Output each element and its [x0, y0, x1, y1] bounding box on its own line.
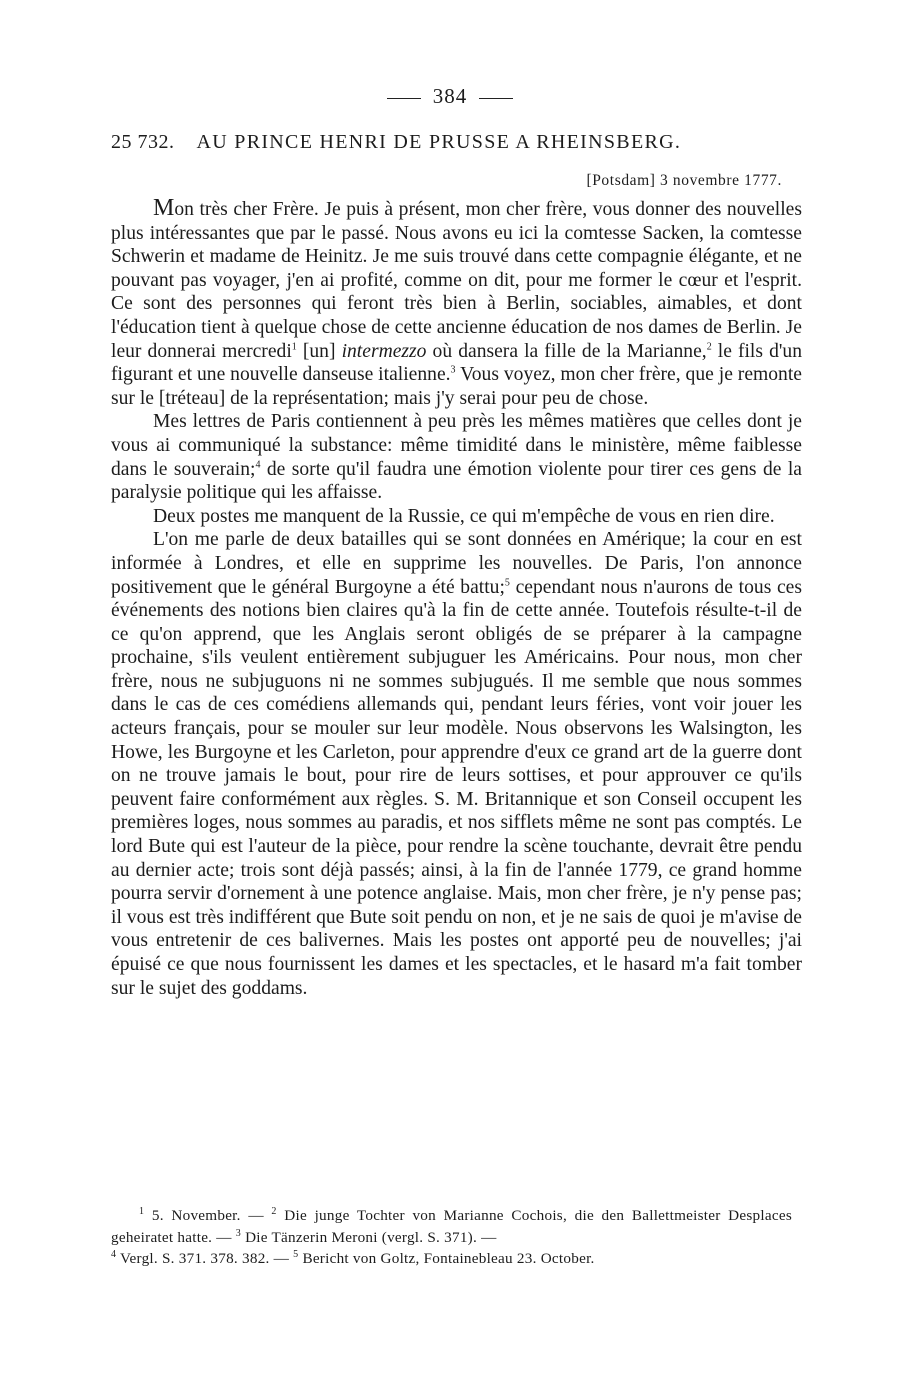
initial-capital: M: [153, 195, 175, 221]
paragraph-2-text-b: de sorte qu'il faudra une émotion violente pour tirer ces gens de la paralysie politique qui les affaisse.: [111, 458, 802, 504]
paragraph-3: Deux postes me manquent de la Russie, ce qui m'empêche de vous en rien dire.: [153, 505, 775, 527]
footnote-2: Die junge Tochter von Marianne Cochois, die den Ballettmeister Desplaces geheiratet hatte. —: [111, 1207, 792, 1246]
footnote-ref-1: 1: [291, 341, 297, 353]
paragraph-4-text-b: cependant nous n'aurons de tous ces événements des notions bien claires qu'à la fin de cette année. Toutefois résulte-t-il de ce qu'on apprend, que les Anglais seront obligés de se préparer à la campagne prochaine, s'ils veulent entièrement subjuguer les Américains. Pour nous, mon cher frère, nous ne subjuguons ni ne sommes subjugués. Il me semble que nous sommes dans le cas de ces comédiens allemands qui, pendant leurs féries, vont voir jouer les acteurs français, pour se mouler sur leur modèle. Nous observons les Walsington, les Howe, les Burgoyne et les Carleton, pour apprendre d'eux ce grand art de la guerre dont on ne trouve jamais le bout, pour rire de leurs sottises, et pour approuver ce qu'ils peuvent faire conformément aux règles. S. M. Britannique et son Conseil occupent les premières loges, nous sommes au paradis, et nos sifflets même ne sont pas comptés. Le lord Bute qui est l'auteur de la pièce, pour rendre la scène touchante, devrait être pendu au dernier acte; trois sont déjà passés; ainsi, à la fin de l'année 1779, ce grand homme pourra servir d'ornement à une potence anglaise. Mais, mon cher frère, je n'y pense pas; il vous est très indifférent que Bute soit pendu on non, et je ne sais de quoi je m'avise de vous entretenir de ces balivernes. Mais les postes ont apporté peu de nouvelles; j'ai épuisé ce que nous fournissent les dames et les spectacles, et le hasard m'a fait tomber sur le sujet des goddams.: [111, 576, 802, 999]
paragraph-1-text-d: le fils d'un figurant et une nouvelle danseuse italienne.: [111, 340, 802, 386]
footnote-5: Bericht von Goltz, Fontainebleau 23. October.: [298, 1250, 595, 1267]
footnote-4: Vergl. S. 371. 378. 382. —: [116, 1250, 294, 1267]
footnote-1: 5. November. —: [144, 1207, 272, 1224]
page-number: 384: [432, 84, 468, 108]
footnote-ref-2: 2: [706, 341, 712, 353]
footnote-3: Die Tänzerin Meroni (vergl. S. 371). —: [241, 1228, 497, 1246]
footnote-ref-3: 3: [450, 364, 456, 376]
letter-title: AU PRINCE HENRI DE PRUSSE A RHEINSBERG.: [196, 131, 682, 153]
letter-dateline: [Potsdam] 3 novembre 1777.: [586, 172, 782, 189]
paragraph-1-text-a: on très cher Frère. Je puis à présent, mon cher frère, vous donner des nouvelles plus intéressantes que par le passé. Nous avons eu ici la comtesse Sacken, la comtesse Schwerin et madame de Heinitz. Je me suis trouvé dans cette compagnie élégante, et ne pouvant pas voyager, j'en ai profité, comme on dit, pour me former le cœur et l'esprit. Ce sont des personnes qui feront très bien à Berlin, sociables, aimables, et dont l'éducation tient à quelque chose de cette ancienne éducation de nos dames de Berlin. Je leur donnerai mercredi: [111, 199, 802, 362]
footnote-ref-4: 4: [255, 459, 261, 470]
page-number-dash-right: [479, 98, 513, 99]
footnotes-text: [111, 1205, 792, 1270]
paragraph-1: [111, 197, 802, 410]
footnote-marker-2: 2: [271, 1205, 277, 1217]
footnote-marker-5: 5: [293, 1248, 299, 1260]
paragraph-1-italic: intermezzo: [341, 340, 427, 362]
paragraph-2-text-a: Mes lettres de Paris contiennent à peu près les mêmes matières que celles dont je vous ai communiqué la substance: même timidité dans le ministère, même faiblesse dans le souverain;: [111, 411, 802, 480]
paragraph-1-text-b: [un]: [296, 340, 342, 362]
paragraph-4: [111, 528, 802, 1000]
paragraph-2: [111, 410, 802, 504]
letter-number: 25 732.: [111, 131, 175, 153]
paragraph-1-text-e: Vous voyez, mon cher frère, que je remonte sur le [tréteau] de la représentation; mais j'y serai pour peu de chose.: [111, 364, 802, 409]
footnote-ref-5: 5: [504, 576, 510, 588]
footnote-marker-1: 1: [139, 1205, 145, 1217]
footnote-marker-3: 3: [235, 1227, 242, 1239]
letter-heading: [111, 131, 811, 154]
page-number-dash-left: [387, 98, 421, 99]
footnotes: [111, 1205, 792, 1270]
page-number-line: [0, 84, 900, 109]
paragraph-1-text-c: où dansera la fille de la Marianne,: [426, 340, 707, 362]
letter-body: [111, 197, 802, 1000]
footnote-marker-4: 4: [111, 1248, 117, 1260]
paragraph-4-text-a: L'on me parle de deux batailles qui se sont données en Amérique; la cour en est informée à Londres, et elle en supprime les nouvelles. De Paris, l'on annonce positivement que le général Burgoyne a été battu;: [111, 529, 802, 598]
